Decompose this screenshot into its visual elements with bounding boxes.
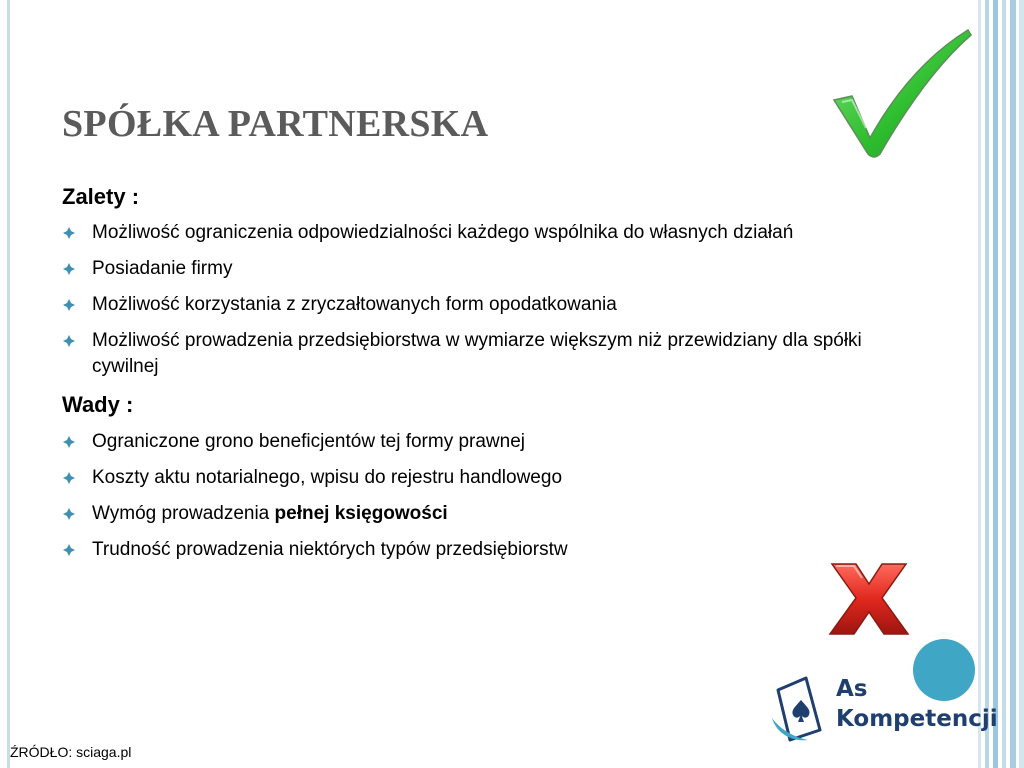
diamond-bullet-icon — [62, 226, 76, 240]
diamond-bullet-icon — [62, 298, 76, 312]
right-decorative-stripes — [978, 0, 1024, 768]
diamond-bullet-icon — [62, 543, 76, 557]
slide-title: SPÓŁKA PARTNERSKA — [62, 103, 489, 145]
green-check-mark-icon — [830, 26, 972, 162]
diamond-bullet-icon — [62, 507, 76, 521]
list-item-text: Ograniczone grono beneficjentów tej formy prawnej — [92, 430, 526, 452]
diamond-bullet-icon — [62, 262, 76, 276]
list-item — [62, 328, 862, 380]
list-item — [62, 429, 862, 455]
list-item-text: Możliwość prowadzenia przedsiębiorstwa w wymiarze większym niż przewidziany dla spółki cywilnej — [92, 330, 862, 378]
spade-card-emblem-icon — [768, 670, 830, 742]
list-item — [62, 501, 862, 527]
list-item — [62, 256, 862, 282]
diamond-bullet-icon — [62, 471, 76, 485]
diamond-bullet-icon — [62, 334, 76, 348]
list-item-text: Możliwość korzystania z zryczałtowanych form opodatkowania — [92, 294, 617, 316]
list-item-text: Trudność prowadzenia niektórych typów przedsiębiorstw — [92, 538, 568, 560]
list-item — [62, 465, 862, 491]
cons-heading: Wady : — [62, 392, 134, 418]
list-item-text: Posiadanie firmy — [92, 258, 233, 280]
list-item-text: Możliwość ograniczenia odpowiedzialności każdego wspólnika do własnych działań — [92, 222, 794, 244]
pros-heading: Zalety : — [62, 184, 140, 209]
cons-list — [62, 429, 862, 563]
list-item-bold-text: pełnej księgowości — [274, 502, 448, 524]
list-item — [62, 220, 862, 246]
list-item — [62, 292, 862, 318]
slide-content — [62, 184, 862, 573]
source-caption: ŹRÓDŁO: sciaga.pl — [10, 744, 132, 760]
logo-line-1: As — [836, 676, 868, 702]
as-kompetencji-logo — [768, 668, 998, 748]
logo-wordmark — [836, 674, 998, 734]
diamond-bullet-icon — [62, 435, 76, 449]
pros-list — [62, 220, 862, 380]
logo-line-2: Kompetencji — [836, 706, 998, 732]
left-decorative-rule — [7, 0, 10, 768]
red-x-mark-icon — [826, 560, 912, 638]
list-item-text: Koszty aktu notarialnego, wpisu do rejestru handlowego — [92, 466, 563, 488]
list-item-text: Wymóg prowadzenia — [92, 502, 275, 524]
list-item — [62, 537, 862, 563]
